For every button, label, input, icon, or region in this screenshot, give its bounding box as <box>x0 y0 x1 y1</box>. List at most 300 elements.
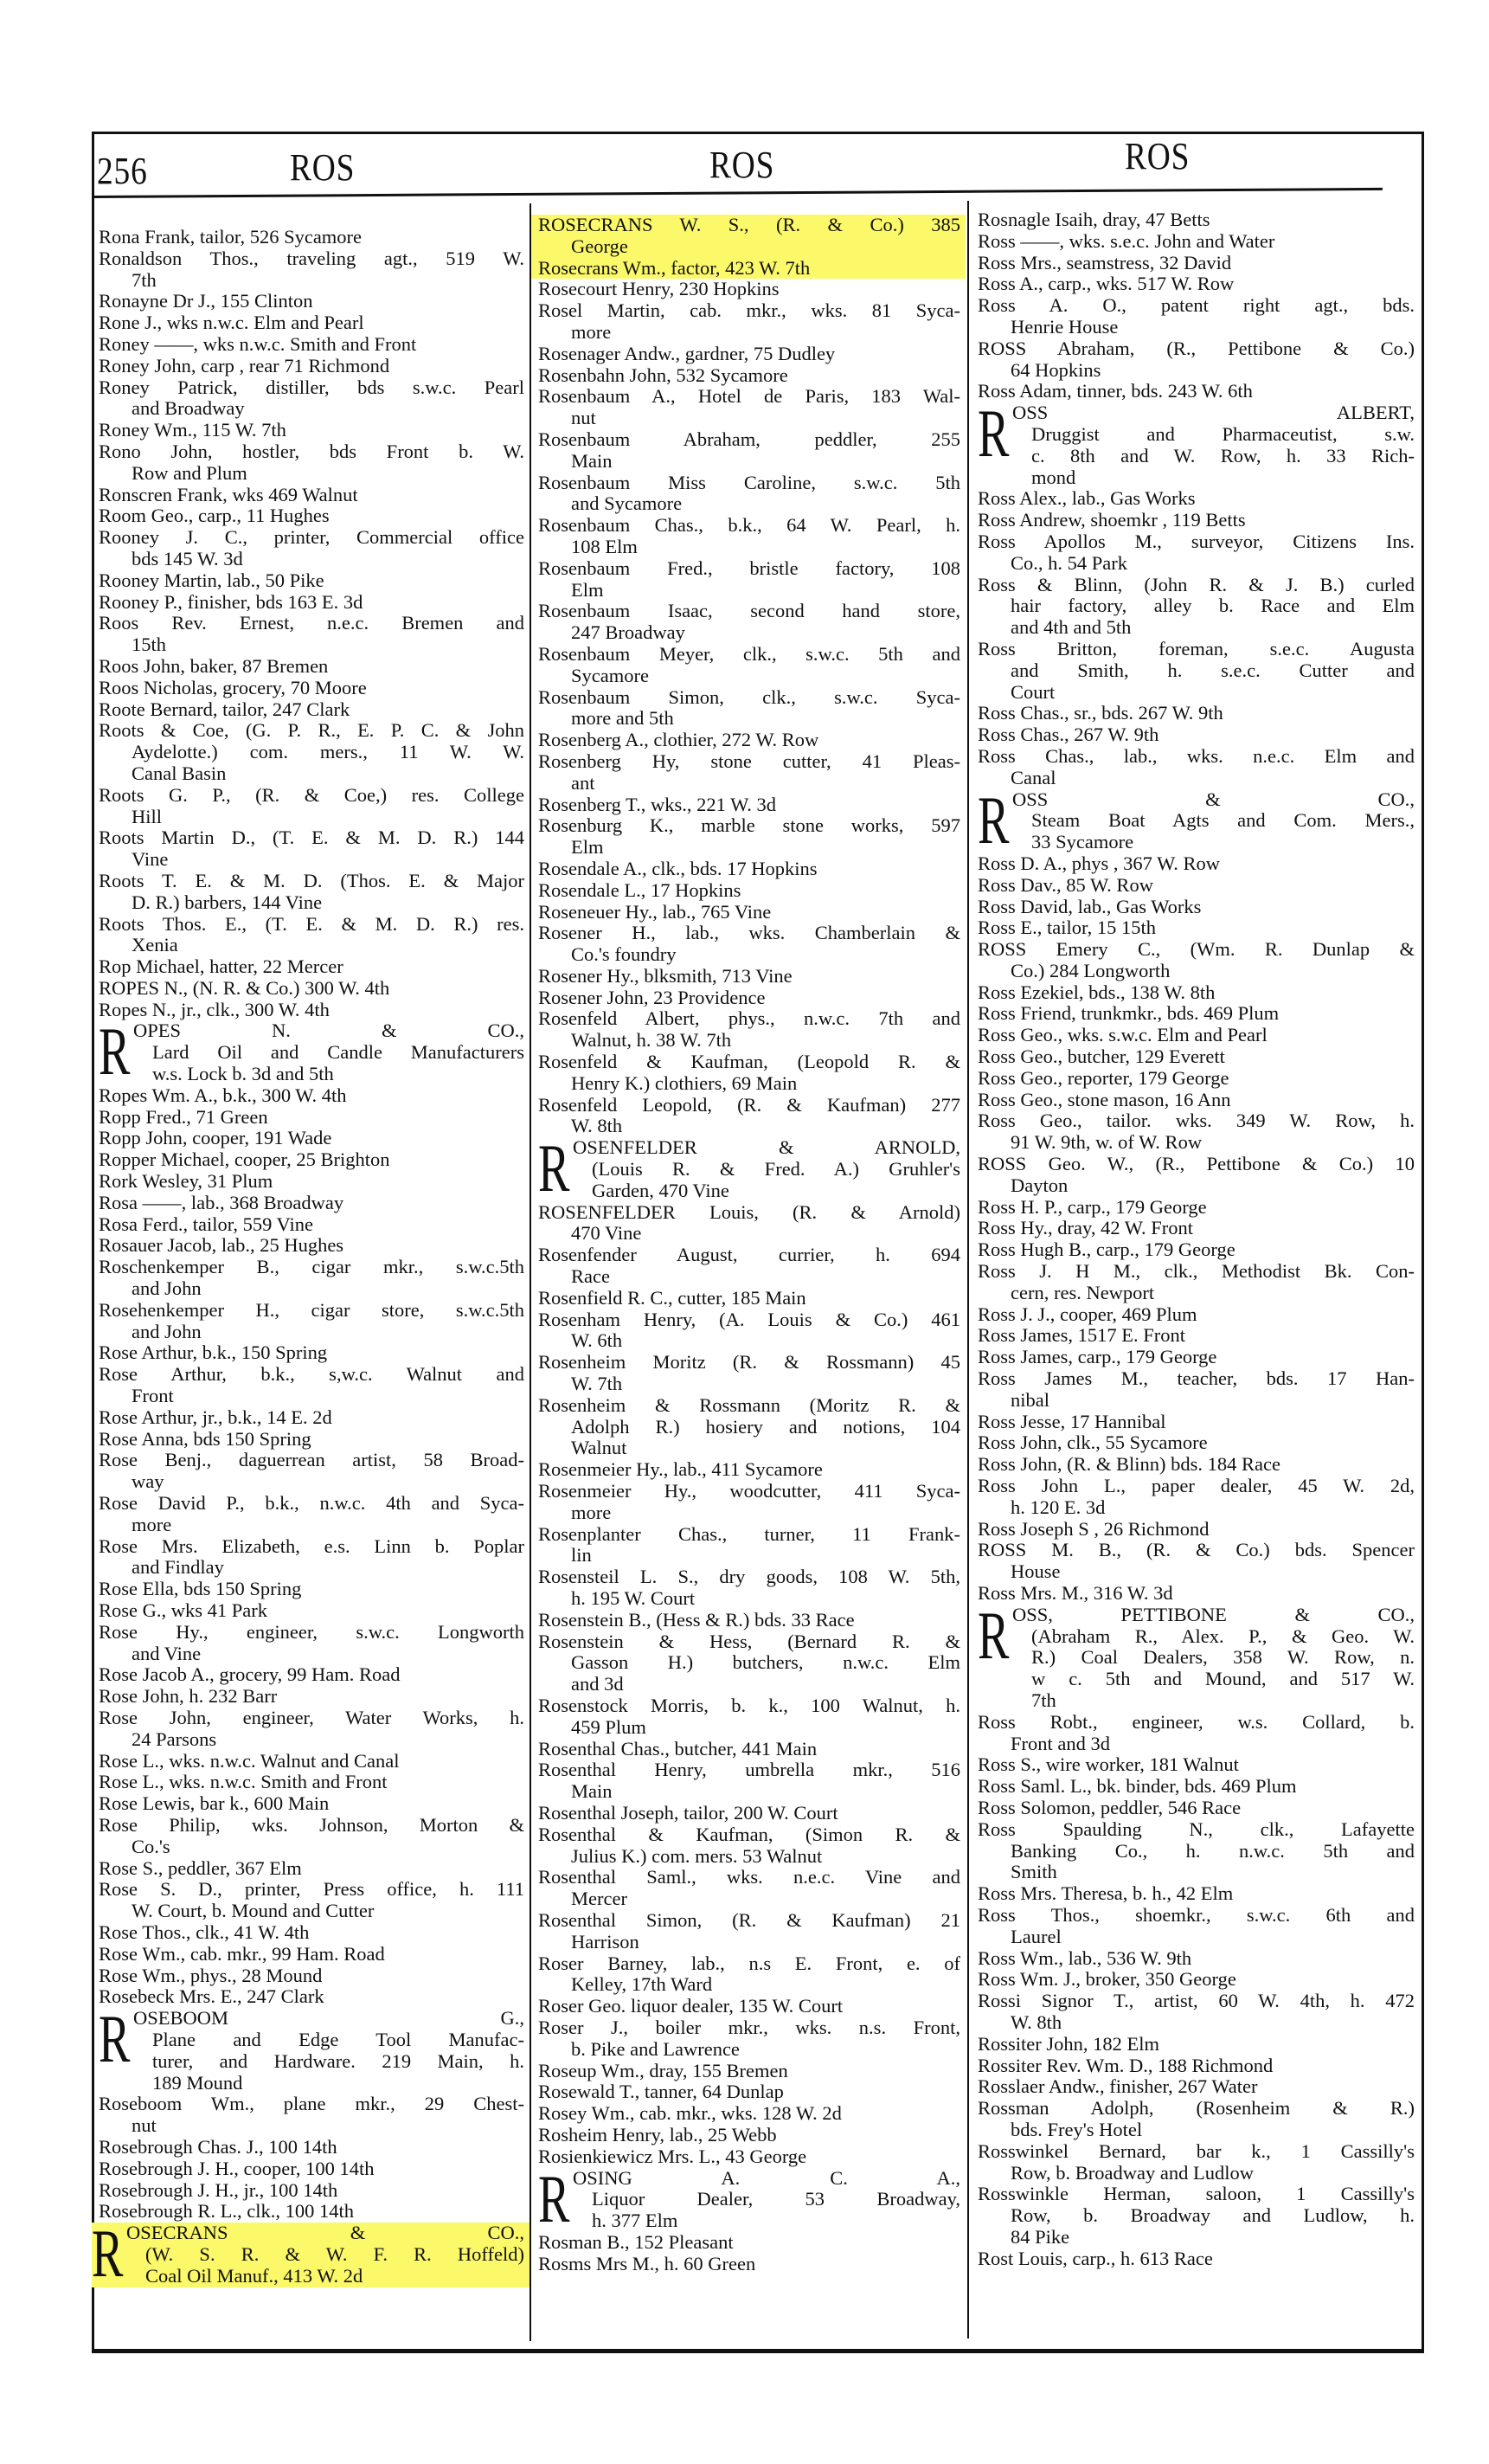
entry-line: Rose Arthur, jr., b.k., 14 E. 2d <box>99 1406 332 1428</box>
column-divider-1 <box>529 203 531 2341</box>
directory-entry <box>978 253 1415 274</box>
directory-entry <box>978 338 1415 382</box>
entry-continuation-line: and Sycamore <box>571 493 683 515</box>
directory-entry <box>978 1819 1415 1883</box>
entry-line: Rosenheim & Rossmann (Moritz R. & <box>538 1394 960 1416</box>
directory-entry <box>978 1712 1415 1755</box>
entry-line: Ropp Fred., 71 Green <box>99 1106 268 1128</box>
directory-entry <box>978 703 1415 724</box>
entry-line: Rosenfeld Albert, phys., n.w.c. 7th and <box>538 1008 960 1030</box>
entry-line: Rosenburg K., marble stone works, 597 <box>538 815 960 837</box>
entry-line: Roos Rev. Ernest, n.e.c. Bremen and <box>99 613 524 634</box>
directory-entry <box>99 1235 524 1257</box>
entry-line: Ross Saml. L., bk. binder, bds. 469 Plum <box>978 1776 1297 1798</box>
entry-line: Ross Chas., sr., bds. 267 W. 9th <box>978 703 1223 724</box>
entry-line: Ross Jesse, 17 Hannibal <box>978 1411 1166 1432</box>
entry-line: ROSS M. B., (R. & Co.) bds. Spencer <box>978 1540 1415 1561</box>
directory-entry <box>99 1257 524 1300</box>
directory-entry <box>538 2103 960 2125</box>
entry-continuation-line: bds. Frey's Hotel <box>1011 2119 1143 2140</box>
directory-entry <box>538 1910 960 1953</box>
entry-line: Rosenstein & Hess, (Bernard R. & <box>538 1631 960 1652</box>
entry-continuation-line: Row, b. Broadway and Ludlow <box>1011 2162 1254 2184</box>
entry-continuation-line: 189 Mound <box>152 2072 243 2094</box>
directory-entry <box>538 2061 960 2082</box>
entry-line: Rosebrough J. H., cooper, 100 14th <box>99 2158 375 2179</box>
entry-line: Ross Hugh B., carp., 179 George <box>978 1239 1235 1261</box>
entry-continuation-line: 33 Sycamore <box>1031 832 1134 853</box>
directory-entry <box>99 956 524 978</box>
entry-line: Ross A., carp., wks. 517 W. Row <box>978 273 1235 295</box>
entry-continuation-line: way <box>132 1471 164 1493</box>
directory-entry <box>978 897 1415 918</box>
directory-entry <box>99 1793 524 1815</box>
entry-line: Rosecrans Wm., factor, 423 W. 7th <box>538 257 811 279</box>
running-head-3: ROS <box>1125 135 1191 177</box>
directory-entry <box>99 1342 524 1364</box>
entry-line: Rooney P., finisher, bds 163 E. 3d <box>99 591 363 613</box>
directory-entry <box>978 273 1415 295</box>
directory-entry <box>99 914 524 957</box>
directory-entry <box>99 1171 524 1193</box>
directory-entry <box>538 1395 960 1459</box>
entry-line: Rone J., wks n.w.c. Elm and Pearl <box>99 312 364 334</box>
entry-line: Rose Anna, bds 150 Spring <box>99 1428 311 1450</box>
entry-continuation-line: Co.'s <box>132 1836 170 1857</box>
top-rule <box>93 132 1423 134</box>
directory-entry <box>538 2146 960 2168</box>
directory-entry <box>99 1664 524 1686</box>
directory-entry <box>978 1969 1415 1991</box>
entry-continuation-line: 108 Elm <box>571 536 638 557</box>
entry-continuation-line: and Broadway <box>132 398 245 420</box>
entry-line: Ross Britton, foreman, s.e.c. Augusta <box>978 638 1415 659</box>
entry-continuation-line: Banking Co., h. n.w.c. 5th and <box>1011 1840 1415 1862</box>
entry-continuation-line: Vine <box>132 849 169 871</box>
entry-continuation-line: 64 Hopkins <box>1011 359 1101 381</box>
directory-entry <box>978 1068 1415 1090</box>
entry-continuation-line: W. Court, b. Mound and Cutter <box>132 1901 375 1922</box>
entry-line: Roseup Wm., dray, 155 Bremen <box>538 2060 788 2081</box>
entry-continuation-line: 15th <box>132 634 167 656</box>
directory-entry <box>538 859 960 880</box>
entry-line: Roots Thos. E., (T. E. & M. D. R.) res. <box>99 913 524 935</box>
directory-entry <box>538 751 960 795</box>
directory-entry <box>99 1600 524 1622</box>
entry-line: Ross Geo., reporter, 179 George <box>978 1067 1229 1089</box>
directory-entry <box>538 644 960 687</box>
entry-continuation-line: more <box>571 321 612 343</box>
directory-entry <box>538 1610 960 1631</box>
entry-continuation-line: Main <box>571 450 613 472</box>
entry-line: Rose L., wks. n.w.c. Smith and Front <box>99 1772 388 1793</box>
entry-continuation-line: George <box>571 235 628 257</box>
directory-entry <box>99 527 524 570</box>
entry-line: Rosenbaum Simon, clk., s.w.c. Syca- <box>538 686 960 708</box>
entry-continuation-line: and John <box>132 1278 202 1300</box>
entry-continuation-line: Laurel <box>1011 1926 1062 1947</box>
entry-continuation-line: Kelley, 17th Ward <box>571 1974 713 1996</box>
directory-entry <box>99 656 524 678</box>
directory-entry <box>538 1130 960 1206</box>
directory-entry <box>538 1824 960 1868</box>
directory-entry <box>99 1149 524 1171</box>
entry-line: Ross Dav., 85 W. Row <box>978 874 1153 896</box>
directory-entry <box>538 1567 960 1610</box>
entry-line: Ross Mrs. Theresa, b. h., 42 Elm <box>978 1883 1234 1905</box>
entry-line: Ross James M., teacher, bds. 17 Han- <box>978 1368 1415 1390</box>
directory-entry <box>99 871 524 914</box>
entry-line: Ross S., wire worker, 181 Walnut <box>978 1754 1239 1776</box>
directory-entry <box>978 1540 1415 1583</box>
entry-continuation-line: w c. 5th and Mound, and 517 W. <box>1031 1669 1415 1690</box>
drop-cap-initial: R <box>99 1013 131 1090</box>
entry-line: Rosenfeld & Kaufman, (Leopold R. & <box>538 1052 960 1073</box>
entry-line: Rose Lewis, bar k., 600 Main <box>99 1793 330 1815</box>
entry-line: Room Geo., carp., 11 Hughes <box>99 505 330 527</box>
entry-line: Rosenthal Chas., butcher, 441 Main <box>538 1738 818 1760</box>
drop-cap-initial: R <box>978 1597 1010 1673</box>
directory-entry <box>99 377 524 421</box>
directory-entry <box>538 365 960 387</box>
directory-entry <box>978 231 1415 253</box>
directory-entry <box>978 1347 1415 1368</box>
entry-continuation-line: W. 8th <box>571 1116 623 1137</box>
entry-continuation-line: and 4th and 5th <box>1011 617 1132 639</box>
entry-continuation-line: W. 8th <box>1011 2011 1062 2033</box>
entry-line: Ross Geo., stone mason, 16 Ann <box>978 1089 1231 1110</box>
directory-entry <box>99 441 524 485</box>
entry-line: Rosenbaum Isaac, second hand store, <box>538 601 960 622</box>
entry-line: Rosenheim Moritz (R. & Rossmann) 45 <box>538 1352 960 1374</box>
entry-continuation-line: Gasson H.) butchers, n.w.c. Elm <box>571 1652 960 1674</box>
entry-line: Ross Alex., lab., Gas Works <box>978 488 1196 510</box>
directory-entry <box>99 1772 524 1793</box>
entry-line: Roney Patrick, distiller, bds s.w.c. Pearl <box>99 376 524 398</box>
entry-line: Ross Joseph S , 26 Richmond <box>978 1518 1210 1540</box>
entry-line: Roney ——, wks n.w.c. Smith and Front <box>99 333 417 355</box>
directory-entry <box>99 1000 524 1021</box>
directory-entry <box>99 1364 524 1407</box>
directory-entry <box>99 2158 524 2180</box>
directory-entry <box>99 1407 524 1429</box>
entry-line: Ross Chas., 267 W. 9th <box>978 724 1159 746</box>
directory-entry <box>99 2137 524 2158</box>
entry-line: Rosenbaum Chas., b.k., 64 W. Pearl, h. <box>538 515 960 537</box>
entry-line: Rosey Wm., cab. mkr., wks. 128 W. 2d <box>538 2103 842 2125</box>
entry-line: Roser Barney, lab., n.s E. Front, e. of <box>538 1953 960 1974</box>
entry-continuation-line: Front and 3d <box>1011 1733 1110 1754</box>
entry-line: Rosenthal Joseph, tailor, 200 W. Court <box>538 1802 838 1824</box>
directory-entry <box>538 1309 960 1353</box>
directory-entry <box>538 2254 960 2275</box>
entry-line: Rosenager Andw., gardner, 75 Dudley <box>538 343 836 364</box>
entry-line: Ronaldson Thos., traveling agt., 519 W. <box>99 248 524 269</box>
entry-continuation-line: and Vine <box>132 1643 202 1664</box>
directory-entry <box>978 1798 1415 1819</box>
directory-entry <box>978 1883 1415 1905</box>
directory-entry <box>538 1996 960 2017</box>
entry-line: Rosenbaum Abraham, peddler, 255 <box>538 428 960 450</box>
directory-entry <box>538 2232 960 2254</box>
drop-cap-initial: R <box>538 1130 570 1206</box>
directory-entry <box>978 639 1415 703</box>
entry-line: Ropper Michael, cooper, 25 Brighton <box>99 1149 390 1171</box>
directory-entry <box>99 1429 524 1451</box>
directory-entry <box>978 381 1415 402</box>
entry-continuation-line: Xenia <box>132 935 178 956</box>
entry-line: OSS & CO., <box>1012 788 1415 810</box>
entry-line: Rossiter John, 182 Elm <box>978 2033 1160 2055</box>
entry-continuation-line: Row, b. Broadway and Ludlow, h. <box>1011 2205 1415 2227</box>
entry-continuation-line: Elm <box>571 579 604 601</box>
entry-continuation-line: h. 195 W. Court <box>571 1588 696 1609</box>
entry-line: Roney John, carp , rear 71 Richmond <box>99 355 390 376</box>
directory-entry <box>99 1986 524 2008</box>
directory-entry <box>99 1493 524 1536</box>
entry-line: Roos Nicholas, grocery, 70 Moore <box>99 677 367 698</box>
directory-entry <box>978 1304 1415 1326</box>
entry-line: Ross John, clk., 55 Sycamore <box>978 1432 1208 1454</box>
directory-entry <box>538 687 960 730</box>
entry-continuation-line: D. R.) barbers, 144 Vine <box>132 891 323 913</box>
directory-entry <box>99 2180 524 2202</box>
entry-continuation-line: Harrison <box>571 1931 639 1953</box>
directory-entry <box>99 1214 524 1236</box>
entry-line: Rosenthal Henry, umbrella mkr., 516 <box>538 1760 960 1781</box>
entry-line: Rosenmeier Hy., woodcutter, 411 Syca- <box>538 1481 960 1502</box>
entry-continuation-line: House <box>1011 1561 1061 1583</box>
directory-entry <box>538 1631 960 1695</box>
directory-entry <box>978 746 1415 789</box>
directory-entry <box>978 2076 1415 2098</box>
directory-entry <box>538 988 960 1009</box>
entry-line: OSING A. C. A., <box>573 2167 960 2189</box>
directory-entry <box>978 2141 1415 2184</box>
directory-entry <box>538 279 960 300</box>
directory-entry <box>538 1695 960 1739</box>
directory-entry <box>99 1815 524 1858</box>
directory-entry <box>978 2098 1415 2141</box>
entry-continuation-line: 84 Pike <box>1011 2226 1070 2248</box>
entry-continuation-line: Garden, 470 Vine <box>592 1180 729 1201</box>
entry-continuation-line: 7th <box>132 269 157 291</box>
entry-line: Rossiter Rev. Wm. D., 188 Richmond <box>978 2055 1274 2076</box>
directory-entry <box>978 209 1415 231</box>
entry-line: Ross Spaulding N., clk., Lafayette <box>978 1818 1415 1840</box>
entry-continuation-line: and 3d <box>571 1674 624 1695</box>
entry-line: Rosendale L., 17 Hopkins <box>538 879 741 901</box>
entry-line: Ross Andrew, shoemkr , 119 Betts <box>978 510 1246 531</box>
entry-line: Ross Solomon, peddler, 546 Race <box>978 1797 1242 1818</box>
directory-entry <box>978 1197 1415 1219</box>
entry-line: Ross Robt., engineer, w.s. Collard, b. <box>978 1711 1415 1733</box>
entry-line: Rosendale A., clk., bds. 17 Hopkins <box>538 858 818 879</box>
directory-entry <box>538 601 960 644</box>
entry-line: Rosenthal Saml., wks. n.e.c. Vine and <box>538 1867 960 1888</box>
directory-entry <box>99 2094 524 2137</box>
entry-line: Rono John, hostler, bds Front b. W. <box>99 441 524 462</box>
directory-entry <box>978 724 1415 746</box>
bottom-rule <box>92 2349 1424 2353</box>
entry-line: Rose S. D., printer, Press office, h. 111 <box>99 1879 524 1901</box>
entry-continuation-line: Steam Boat Agts and Com. Mers., <box>1031 810 1415 832</box>
entry-line: Rosenthal & Kaufman, (Simon R. & <box>538 1824 960 1845</box>
directory-entry <box>978 939 1415 982</box>
entry-continuation-line: Race <box>571 1266 610 1288</box>
entry-line: Ross Mrs., seamstress, 32 David <box>978 252 1232 273</box>
entry-line: Rosenbaum Miss Caroline, s.w.c. 5th <box>538 472 960 493</box>
page-number: 256 <box>97 150 148 192</box>
entry-continuation-line: h. 377 Elm <box>592 2210 678 2232</box>
directory-entry <box>538 1095 960 1138</box>
entry-continuation-line: Dayton <box>1011 1174 1069 1196</box>
entry-continuation-line: Liquor Dealer, 53 Broadway, <box>592 2189 960 2210</box>
entry-continuation-line: 91 W. 9th, w. of W. Row <box>1011 1132 1203 1154</box>
directory-entry <box>538 1760 960 1803</box>
directory-entry <box>99 678 524 699</box>
directory-entry <box>538 1245 960 1288</box>
entry-line: Rosebrough R. L., clk., 100 14th <box>99 2201 354 2223</box>
entry-continuation-line: Aydelotte.) com. mers., 11 W. W. <box>132 742 524 763</box>
directory-entry <box>538 558 960 602</box>
highlighted-directory-entry <box>92 2216 529 2292</box>
entry-line: Rosenberg Hy, stone cutter, 41 Pleas- <box>538 750 960 772</box>
entry-line: Ross Adam, tinner, bds. 243 W. 6th <box>978 381 1253 402</box>
entry-line: Rooney J. C., printer, Commercial office <box>99 527 524 549</box>
entry-line: Rose David P., b.k., n.w.c. 4th and Syca- <box>99 1493 524 1515</box>
directory-entry <box>538 1288 960 1309</box>
entry-continuation-line: Walnut, h. 38 W. 7th <box>571 1030 732 1052</box>
directory-entry <box>538 730 960 751</box>
directory-entry <box>99 570 524 592</box>
entry-continuation-line: Co., h. 54 Park <box>1011 552 1127 574</box>
directory-entry <box>99 1300 524 1343</box>
entry-line: Rose L., wks. n.w.c. Walnut and Canal <box>99 1750 400 1772</box>
entry-continuation-line: turer, and Hardware. 219 Main, h. <box>152 2050 524 2072</box>
entry-line: Rossi Signor T., artist, 60 W. 4th, h. 472 <box>978 1991 1415 2012</box>
entry-continuation-line: Smith <box>1011 1862 1057 1883</box>
entry-line: Rose Ella, bds 150 Spring <box>99 1579 302 1600</box>
directory-entry <box>99 1128 524 1149</box>
entry-line: Ross Wm. J., broker, 350 George <box>978 1969 1236 1991</box>
running-head-2: ROS <box>709 144 775 186</box>
directory-entry <box>978 1519 1415 1541</box>
directory-entry <box>538 923 960 966</box>
entry-continuation-line: 24 Parsons <box>132 1728 217 1750</box>
entry-line: Ross Apollos M., surveyor, Citizens Ins. <box>978 531 1415 552</box>
entry-continuation-line: and Findlay <box>132 1557 224 1579</box>
directory-entry <box>978 1261 1415 1304</box>
directory-entry <box>978 853 1415 875</box>
entry-line: Rosslaer Andw., finisher, 267 Water <box>978 2076 1258 2098</box>
directory-entry <box>978 1046 1415 1068</box>
directory-entry <box>538 1739 960 1760</box>
directory-entry <box>99 2201 524 2223</box>
directory-entry <box>978 1090 1415 1111</box>
directory-entry <box>978 782 1415 858</box>
entry-line: Rosener John, 23 Providence <box>538 987 766 1008</box>
entry-continuation-line: bds 145 W. 3d <box>132 548 243 569</box>
directory-entry <box>538 1202 960 1245</box>
entry-line: Rosebrough Chas. J., 100 14th <box>99 2136 337 2158</box>
directory-entry <box>978 1905 1415 1948</box>
entry-line: Rork Wesley, 31 Plum <box>99 1171 273 1193</box>
entry-line: Roots Martin D., (T. E. & M. D. R.) 144 <box>99 827 524 849</box>
entry-continuation-line: Co.) 284 Longworth <box>1011 960 1171 981</box>
directory-entry <box>978 510 1415 531</box>
directory-entry <box>99 312 524 334</box>
entry-line: Rose John, h. 232 Barr <box>99 1686 278 1708</box>
entry-continuation-line: cern, res. Newport <box>1011 1282 1155 1303</box>
entry-line: Ross Geo., tailor. wks. 349 W. Row, h. <box>978 1110 1415 1132</box>
entry-line: Rose Wm., phys., 28 Mound <box>99 1965 323 1986</box>
directory-entry <box>99 1193 524 1214</box>
page-border-left <box>92 132 94 2352</box>
entry-continuation-line: Canal Basin <box>132 762 227 784</box>
entry-continuation-line: Coal Oil Manuf., 413 W. 2d <box>145 2265 363 2287</box>
entry-continuation-line: 247 Broadway <box>571 622 685 644</box>
entry-continuation-line: Mercer <box>571 1888 627 1910</box>
entry-line: Rosheim Henry, lab., 25 Webb <box>538 2124 777 2146</box>
directory-entry <box>978 1454 1415 1476</box>
entry-line: Ross Geo., butcher, 129 Everett <box>978 1046 1225 1068</box>
directory-entry <box>978 2055 1415 2077</box>
entry-line: Ross E., tailor, 15 15th <box>978 917 1156 939</box>
directory-entry <box>538 515 960 558</box>
directory-entry <box>978 1025 1415 1046</box>
entry-line: Rosenmeier Hy., lab., 411 Sycamore <box>538 1459 823 1481</box>
entry-line: Ross Ezekiel, bds., 138 W. 8th <box>978 981 1216 1003</box>
directory-entry <box>978 2184 1415 2248</box>
directory-entry <box>538 966 960 988</box>
entry-line: Rosecourt Henry, 230 Hopkins <box>538 279 780 300</box>
page-border-right <box>1422 132 1424 2352</box>
entry-continuation-line: Henrie House <box>1011 316 1119 338</box>
drop-cap-initial: R <box>538 2160 570 2236</box>
entry-line: Rost Louis, carp., h. 613 Race <box>978 2248 1213 2269</box>
directory-entry <box>99 1450 524 1493</box>
drop-cap-initial: R <box>978 782 1010 858</box>
directory-entry <box>99 485 524 506</box>
entry-line: Rosenbahn John, 532 Sycamore <box>538 364 788 386</box>
drop-cap-initial: R <box>978 396 1010 472</box>
entry-line: ROSS Geo. W., (R., Pettibone & Co.) 10 <box>978 1154 1415 1175</box>
entry-line: OSS ALBERT, <box>1012 402 1415 424</box>
directory-entry <box>99 334 524 356</box>
directory-entry <box>538 1867 960 1910</box>
entry-continuation-line: c. 8th and W. Row, h. 33 Rich- <box>1031 445 1415 466</box>
directory-entry <box>538 1008 960 1052</box>
header-rule <box>93 188 1383 198</box>
entry-continuation-line: Sycamore <box>571 665 649 686</box>
entry-line: Ross A. O., patent right agt., bds. <box>978 295 1415 317</box>
entry-line: Ross ——, wks. s.e.c. John and Water <box>978 230 1275 252</box>
entry-line: Rosenbaum A., Hotel de Paris, 183 Wal- <box>538 386 960 408</box>
entry-line: Roseboom Wm., plane mkr., 29 Chest- <box>99 2094 524 2115</box>
entry-continuation-line: 459 Plum <box>571 1716 646 1738</box>
entry-continuation-line: Julius K.) com. mers. 53 Walnut <box>571 1845 823 1867</box>
entry-line: Ross Friend, trunkmkr., bds. 469 Plum <box>978 1003 1280 1025</box>
entry-line: Rose Hy., engineer, s.w.c. Longworth <box>99 1621 524 1643</box>
entry-line: Ross H. P., carp., 179 George <box>978 1196 1207 1218</box>
directory-entry <box>99 720 524 784</box>
entry-line: Roser Geo. liquor dealer, 135 W. Court <box>538 1996 844 2017</box>
entry-continuation-line: and Smith, h. s.e.c. Cutter and <box>1011 659 1415 681</box>
entry-line: Rosenbaum Fred., bristle factory, 108 <box>538 557 960 579</box>
entry-line: Rosebrough J. H., jr., 100 14th <box>99 2179 338 2201</box>
column-divider-2 <box>967 201 969 2339</box>
